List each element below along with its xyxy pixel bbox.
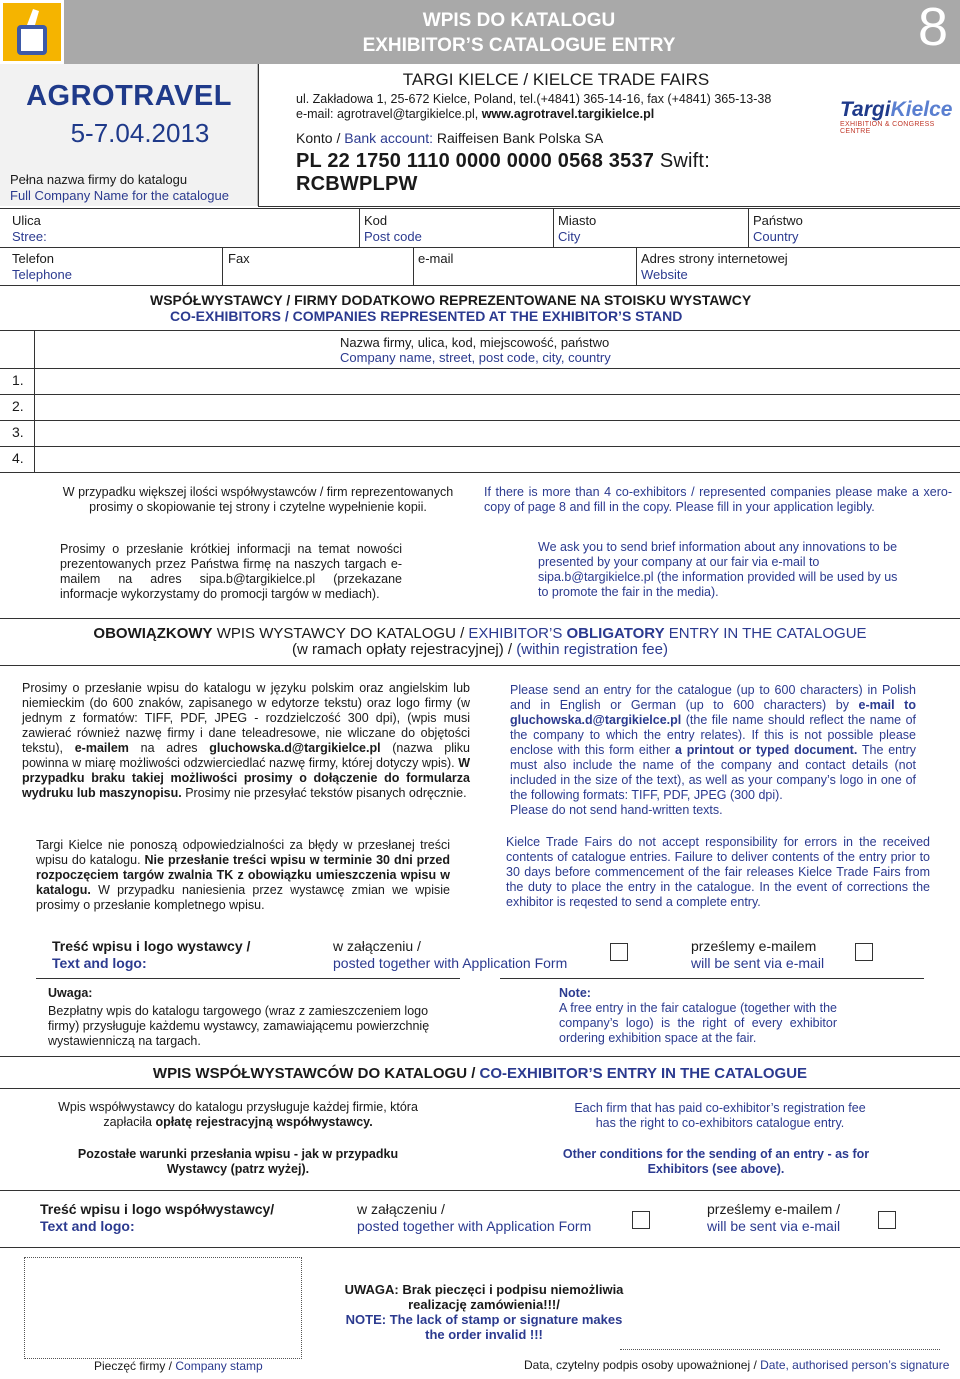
email-field[interactable]: e-mail bbox=[418, 251, 454, 266]
iban-line bbox=[296, 150, 836, 196]
coentry-conditions-en: Other conditions for the sending of an entry - as for Exhibitors (see above). bbox=[562, 1147, 870, 1176]
coentry-email-label: prześlemy e-mailem / will be sent via e-mail bbox=[707, 1201, 841, 1234]
coexhibitors-heading: WSPÓŁWYSTAWCY / FIRMY DODATKOWO REPREZENTOWANE NA STOISKU WYSTAWCY CO-EXHIBITORS / COMPANIES REPRESENTED AT THE EXHIBITOR’S STAND bbox=[150, 292, 752, 324]
copy-note-en: If there is more than 4 co-exhibitors / represented companies please make a xero-copy of page 8 and fill in the copy. Please fill in your application legibly. bbox=[484, 485, 952, 514]
entry-instructions-pl: Prosimy o przesłanie wpisu do katalogu w języku polskim oraz angielskim lub niemieckim (do 600 znaków, zapisanego w edytorze tekstu) oraz logo firmy (w jednym z formatów: TIFF, PDF, JPEG - rozdzielczość 300 dpi), (wpis musi zawierać również nazwę firmy i dane teleadresowe, nie wliczane do objętości tekstu), e-mailem na adres gluchowska.d@targikielce.pl (nazwa pliku powinna w miarę możliwości odzwierciedlać nazwę firmy, której dotyczy wpis). W przypadku braku takiej możliwości prosimy o dołączenie do formularza wydruku lub maszynopisu. Prosimy nie przesyłać tekstów pisanych odręcznie. bbox=[22, 681, 471, 800]
signature-line[interactable] bbox=[620, 1349, 940, 1350]
page-number: 8 bbox=[917, 0, 948, 57]
coexhibitor-row-4[interactable]: 4. bbox=[12, 450, 24, 466]
full-name-label-pl: Pełna nazwa firmy do katalogu bbox=[10, 172, 188, 187]
account-label-pl: Konto / bbox=[296, 130, 345, 146]
attached-option-label: w załączeniu / posted together with Application Form bbox=[333, 938, 568, 971]
coentry-right-en: Each firm that has paid co-exhibitor’s registration fee has the right to co-exhibitors catalogue entry. bbox=[574, 1101, 866, 1130]
liability-note-en: Kielce Trade Fairs do not accept responsibility for errors in the received contents of catalogue entries. Failure to deliver contents of the entry prior to 30 days before commencement of the fair releases Kielce Trade Fairs from the duty to place the entry in the catalogue. In the event of corrections the exhibitor is reqested to send a complete entry. bbox=[506, 835, 930, 909]
title-en: EXHIBITOR’S CATALOGUE ENTRY bbox=[362, 35, 676, 56]
coentry-conditions-pl: Pozostałe warunki przesłania wpisu - jak w przypadku Wystawcy (patrz wyżej). bbox=[77, 1147, 399, 1176]
swift-label: Swift: bbox=[654, 150, 710, 172]
phone-field[interactable]: Telefon Telephone bbox=[12, 251, 72, 282]
logo-wordmark: TargiKielce bbox=[840, 98, 953, 121]
copy-note-pl: W przypadku większej ilości współwystawców / firm reprezentowanych prosimy o skopiowanie tej strony i czytelne wypełnienie kopii. bbox=[62, 485, 454, 514]
news-note-en: We ask you to send brief information about any innovations to be presented by your company at our fair via e-mail to sipa.b@targikielce.pl (the information provided will be used by us to promote the fair in the media). bbox=[538, 540, 898, 599]
email-checkbox[interactable] bbox=[855, 943, 873, 961]
catalogue-logo-icon bbox=[3, 3, 61, 61]
stamp-caption: Pieczęć firmy / Company stamp bbox=[94, 1359, 263, 1373]
coexhibitor-row-2[interactable]: 2. bbox=[12, 398, 24, 414]
bank-account-line bbox=[296, 130, 836, 146]
street-field[interactable]: Ulica Stree: bbox=[12, 213, 47, 244]
content-label: Treść wpisu i logo wystawcy / Text and logo: bbox=[52, 938, 251, 971]
coexhibitor-row-3[interactable]: 3. bbox=[12, 424, 24, 440]
swift-code: RCBWPLPW bbox=[296, 173, 418, 195]
coexhibitor-row-1[interactable]: 1. bbox=[12, 372, 24, 388]
bank-name: Raiffeisen Bank Polska SA bbox=[433, 130, 604, 146]
fair-name: AGROTRAVEL bbox=[26, 80, 232, 112]
postcode-field[interactable]: Kod Post code bbox=[364, 213, 422, 244]
signature-caption: Data, czytelny podpis osoby upoważnionej / Date, authorised person’s signature bbox=[524, 1358, 950, 1372]
obligatory-entry-title: OBOWIĄZKOWY WPIS WYSTAWCY DO KATALOGU / EXHIBITOR’S OBLIGATORY ENTRY IN THE CATALOGUE (w ramach opłaty rejestracyjnej) / (within registration fee) bbox=[93, 625, 867, 658]
coentry-attached-checkbox[interactable] bbox=[632, 1211, 650, 1229]
full-name-label-en: Full Company Name for the catalogue bbox=[10, 188, 229, 203]
free-entry-note-pl: Uwaga: Bezpłatny wpis do katalogu targowego (wraz z zamieszczeniem logo firmy) przysługuje każdemu wystawcy, zamawiającemu powierzchnię wystawienniczą na targach. bbox=[48, 986, 430, 1048]
liability-note-pl: Targi Kielce nie ponoszą odpowiedzialności za błędy w przesłanej treści wpisu do katalogu. Nie przesłanie treści wpisu w terminie 30 dni przed rozpoczęciem targów zwalnia TK z obowiązku umieszczenia wpisu w katalogu. W przypadku naniesienia przez wystawcę zmian we wpisie prosimy o przesłanie kompletnego wpisu. bbox=[36, 838, 450, 912]
free-entry-note-en: Note: A free entry in the fair catalogue (together with the company’s logo) is the right of every exhibitor ordering exhibition space at the fair. bbox=[559, 986, 837, 1045]
fair-date: 5-7.04.2013 bbox=[70, 118, 210, 148]
organizer-email: e-mail: agrotravel@targikielce.pl, bbox=[296, 107, 482, 121]
account-label-en: Bank account: bbox=[344, 130, 433, 146]
coentry-content-label: Treść wpisu i logo współwystawcy/ Text and logo: bbox=[40, 1201, 275, 1234]
organizer-block bbox=[296, 70, 836, 196]
full-name-label bbox=[10, 172, 229, 204]
website-field[interactable]: Adres strony internetowej Website bbox=[641, 251, 788, 282]
country-field[interactable]: Państwo Country bbox=[753, 213, 803, 244]
title-pl: WPIS DO KATALOGU bbox=[422, 10, 616, 31]
coentry-title: WPIS WSPÓŁWYSTAWCÓW DO KATALOGU / CO-EXHIBITOR’S ENTRY IN THE CATALOGUE bbox=[152, 1065, 808, 1082]
company-stamp-area[interactable] bbox=[24, 1257, 302, 1359]
targi-kielce-logo bbox=[840, 98, 955, 135]
email-option-label: prześlemy e-mailem will be sent via e-mail bbox=[691, 938, 825, 971]
iban: PL 22 1750 1110 0000 0000 0568 3537 bbox=[296, 150, 655, 172]
fair-logo-box bbox=[0, 0, 64, 64]
coentry-email-checkbox[interactable] bbox=[878, 1211, 896, 1229]
organizer-website-link[interactable]: www.agrotravel.targikielce.pl bbox=[481, 107, 655, 121]
organizer-address bbox=[296, 92, 836, 122]
logo-tagline: EXHIBITION & CONGRESS CENTRE bbox=[840, 121, 935, 135]
organizer-email-line bbox=[296, 107, 836, 122]
fax-field[interactable]: Fax bbox=[228, 251, 250, 266]
stamp-warning: UWAGA: Brak pieczęci i podpisu niemożliwia realizację zamówienia!!!/ NOTE: The lack of stamp or signature makes the order invalid !!! bbox=[344, 1282, 624, 1342]
organizer-address-line: ul. Zakładowa 1, 25-672 Kielce, Poland, tel.(+4841) 365-14-16, fax (+4841) 365-13-38 bbox=[296, 92, 772, 106]
attached-checkbox[interactable] bbox=[610, 943, 628, 961]
coentry-attached-label: w załączeniu / posted together with Application Form bbox=[357, 1201, 592, 1234]
organizer-title: TARGI KIELCE / KIELCE TRADE FAIRS bbox=[402, 70, 710, 89]
coexhibitors-column-header: Nazwa firmy, ulica, kod, miejscowość, państwo Company name, street, post code, city, country bbox=[340, 335, 611, 365]
entry-instructions-en: Please send an entry for the catalogue (up to 600 characters) in Polish and in English or German (up to 600 characters) by e-mail to gluchowska.d@targikielce.pl (the file name should reflect the name of the company to which the entry relates). If this is not possible please enclose with this form either a printout or typed document. The entry must also include the name of the company and contact details (not included in the size of the text), as well as your company’s logo in one of the following formats: TIFF, PDF, JPEG (300 dpi). Please do not send hand-written texts. bbox=[510, 683, 916, 817]
coentry-right-pl: Wpis współwystawcy do katalogu przysługuje każdej firmie, która zapłaciła opłatę rejestracyjną współwystawcy. bbox=[58, 1100, 418, 1129]
news-note-pl: Prosimy o przesłanie krótkiej informacji na temat nowości prezentowanych przez Państwa firmę na naszych targach e-mailem na adres sipa.b@targikielce.pl (przekazane informacje wykorzystamy do promocji targów w mediach). bbox=[60, 542, 402, 601]
city-field[interactable]: Miasto City bbox=[558, 213, 597, 244]
title-bar bbox=[64, 0, 960, 64]
